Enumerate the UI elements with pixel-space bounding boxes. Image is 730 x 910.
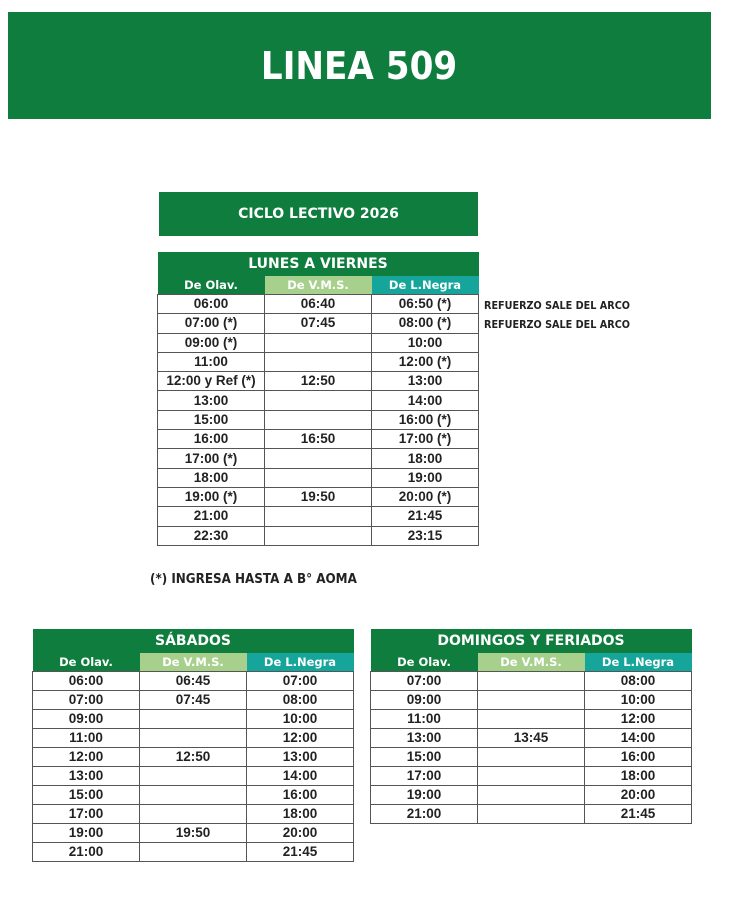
table-row <box>158 487 479 506</box>
time-cell-lnegra: 20:00 <box>247 824 354 843</box>
time-cell-olav: 18:00 <box>158 468 265 487</box>
time-cell-vms <box>478 767 585 786</box>
time-cell-olav: 13:00 <box>158 391 265 410</box>
time-cell-olav: 21:00 <box>33 843 140 862</box>
time-cell-olav: 11:00 <box>371 710 478 729</box>
time-cell-lnegra: 10:00 <box>247 710 354 729</box>
time-cell-olav: 17:00 <box>33 805 140 824</box>
time-cell-vms <box>265 468 372 487</box>
time-cell-olav: 06:00 <box>33 672 140 691</box>
time-cell-lnegra: 18:00 <box>372 449 479 468</box>
time-cell-olav: 21:00 <box>371 805 478 824</box>
column-header-lnegra: De L.Negra <box>372 276 479 295</box>
table-row <box>33 824 354 843</box>
time-cell-olav: 09:00 <box>33 710 140 729</box>
column-header-vms: De V.M.S. <box>265 276 372 295</box>
time-cell-lnegra: 16:00 <box>585 748 692 767</box>
column-header-lnegra: De L.Negra <box>247 653 354 672</box>
time-cell-vms: 16:50 <box>265 430 372 449</box>
time-cell-lnegra: 12:00 <box>585 710 692 729</box>
table-row <box>371 691 692 710</box>
table-row <box>371 805 692 824</box>
time-cell-lnegra: 20:00 (*) <box>372 487 479 506</box>
time-cell-lnegra: 17:00 (*) <box>372 430 479 449</box>
saturday-schedule-table <box>32 629 354 862</box>
time-cell-vms <box>478 710 585 729</box>
title-banner <box>8 12 711 119</box>
time-cell-vms <box>140 786 247 805</box>
time-cell-vms <box>265 507 372 526</box>
time-cell-vms: 19:50 <box>140 824 247 843</box>
table-row <box>33 710 354 729</box>
table-row <box>371 729 692 748</box>
time-cell-vms <box>265 352 372 371</box>
reinforcement-note: REFUERZO SALE DEL ARCO <box>484 319 631 331</box>
time-cell-olav: 11:00 <box>158 352 265 371</box>
table-row <box>33 691 354 710</box>
time-cell-vms <box>265 526 372 545</box>
time-cell-olav: 07:00 (*) <box>158 314 265 333</box>
time-cell-lnegra: 21:45 <box>247 843 354 862</box>
table-row <box>33 767 354 786</box>
time-cell-lnegra: 18:00 <box>247 805 354 824</box>
time-cell-vms <box>140 710 247 729</box>
table-title: LUNES A VIERNES <box>158 252 479 276</box>
time-cell-vms: 07:45 <box>140 691 247 710</box>
time-cell-olav: 19:00 <box>371 786 478 805</box>
time-cell-vms: 12:50 <box>265 372 372 391</box>
time-cell-olav: 07:00 <box>33 691 140 710</box>
time-cell-lnegra: 10:00 <box>585 691 692 710</box>
time-cell-vms <box>478 748 585 767</box>
table-row <box>33 729 354 748</box>
time-cell-vms <box>140 729 247 748</box>
time-cell-olav: 13:00 <box>371 729 478 748</box>
time-cell-vms <box>478 786 585 805</box>
column-header-olav: De Olav. <box>33 653 140 672</box>
time-cell-vms <box>265 391 372 410</box>
time-cell-lnegra: 07:00 <box>247 672 354 691</box>
sunday-holiday-schedule-table <box>370 629 692 824</box>
time-cell-vms <box>265 449 372 468</box>
table-row <box>158 410 479 429</box>
time-cell-vms <box>140 767 247 786</box>
column-header-lnegra: De L.Negra <box>585 653 692 672</box>
time-cell-olav: 09:00 <box>371 691 478 710</box>
time-cell-olav: 17:00 (*) <box>158 449 265 468</box>
time-cell-olav: 16:00 <box>158 430 265 449</box>
time-cell-vms <box>478 672 585 691</box>
time-cell-olav: 07:00 <box>371 672 478 691</box>
time-cell-olav: 09:00 (*) <box>158 333 265 352</box>
table-row <box>158 449 479 468</box>
time-cell-lnegra: 10:00 <box>372 333 479 352</box>
time-cell-olav: 11:00 <box>33 729 140 748</box>
table-row <box>158 314 479 333</box>
page-title: LINEA 509 <box>261 43 458 88</box>
table-row <box>33 748 354 767</box>
time-cell-olav: 22:30 <box>158 526 265 545</box>
time-cell-olav: 19:00 (*) <box>158 487 265 506</box>
table-row <box>158 372 479 391</box>
time-cell-lnegra: 14:00 <box>372 391 479 410</box>
column-header-vms: De V.M.S. <box>140 653 247 672</box>
time-cell-lnegra: 16:00 (*) <box>372 410 479 429</box>
table-row <box>158 430 479 449</box>
time-cell-olav: 15:00 <box>33 786 140 805</box>
subtitle-banner: CICLO LECTIVO 2026 <box>159 192 478 236</box>
footnote: (*) INGRESA HASTA A B° AOMA <box>150 572 357 587</box>
time-cell-lnegra: 23:15 <box>372 526 479 545</box>
table-row <box>33 672 354 691</box>
time-cell-lnegra: 08:00 (*) <box>372 314 479 333</box>
time-cell-lnegra: 06:50 (*) <box>372 295 479 314</box>
time-cell-lnegra: 13:00 <box>247 748 354 767</box>
table-row <box>371 672 692 691</box>
time-cell-olav: 15:00 <box>371 748 478 767</box>
time-cell-olav: 12:00 y Ref (*) <box>158 372 265 391</box>
table-row <box>33 805 354 824</box>
time-cell-lnegra: 08:00 <box>247 691 354 710</box>
time-cell-lnegra: 16:00 <box>247 786 354 805</box>
time-cell-lnegra: 12:00 <box>247 729 354 748</box>
time-cell-vms <box>478 691 585 710</box>
table-row <box>371 767 692 786</box>
time-cell-olav: 12:00 <box>33 748 140 767</box>
table-row <box>158 352 479 371</box>
table-row <box>158 333 479 352</box>
table-row <box>371 748 692 767</box>
time-cell-olav: 15:00 <box>158 410 265 429</box>
time-cell-vms: 13:45 <box>478 729 585 748</box>
time-cell-lnegra: 19:00 <box>372 468 479 487</box>
time-cell-lnegra: 18:00 <box>585 767 692 786</box>
time-cell-vms: 12:50 <box>140 748 247 767</box>
time-cell-olav: 06:00 <box>158 295 265 314</box>
time-cell-vms <box>265 410 372 429</box>
column-header-olav: De Olav. <box>371 653 478 672</box>
weekday-schedule-table <box>157 252 479 546</box>
time-cell-vms <box>478 805 585 824</box>
reinforcement-note: REFUERZO SALE DEL ARCO <box>484 300 631 312</box>
time-cell-lnegra: 12:00 (*) <box>372 352 479 371</box>
table-row <box>33 843 354 862</box>
time-cell-lnegra: 08:00 <box>585 672 692 691</box>
table-title: DOMINGOS Y FERIADOS <box>371 629 692 653</box>
table-row <box>158 526 479 545</box>
time-cell-olav: 17:00 <box>371 767 478 786</box>
time-cell-vms: 07:45 <box>265 314 372 333</box>
table-row <box>158 468 479 487</box>
time-cell-vms <box>265 333 372 352</box>
time-cell-vms <box>140 843 247 862</box>
table-row <box>33 786 354 805</box>
table-row <box>158 295 479 314</box>
table-row <box>158 507 479 526</box>
time-cell-vms: 19:50 <box>265 487 372 506</box>
time-cell-lnegra: 14:00 <box>585 729 692 748</box>
time-cell-lnegra: 21:45 <box>372 507 479 526</box>
column-header-olav: De Olav. <box>158 276 265 295</box>
time-cell-olav: 13:00 <box>33 767 140 786</box>
time-cell-lnegra: 21:45 <box>585 805 692 824</box>
time-cell-lnegra: 20:00 <box>585 786 692 805</box>
time-cell-olav: 19:00 <box>33 824 140 843</box>
table-row <box>371 710 692 729</box>
time-cell-vms <box>140 805 247 824</box>
time-cell-lnegra: 13:00 <box>372 372 479 391</box>
table-row <box>371 786 692 805</box>
table-title: SÁBADOS <box>33 629 354 653</box>
time-cell-vms: 06:45 <box>140 672 247 691</box>
time-cell-vms: 06:40 <box>265 295 372 314</box>
time-cell-lnegra: 14:00 <box>247 767 354 786</box>
time-cell-olav: 21:00 <box>158 507 265 526</box>
column-header-vms: De V.M.S. <box>478 653 585 672</box>
table-row <box>158 391 479 410</box>
